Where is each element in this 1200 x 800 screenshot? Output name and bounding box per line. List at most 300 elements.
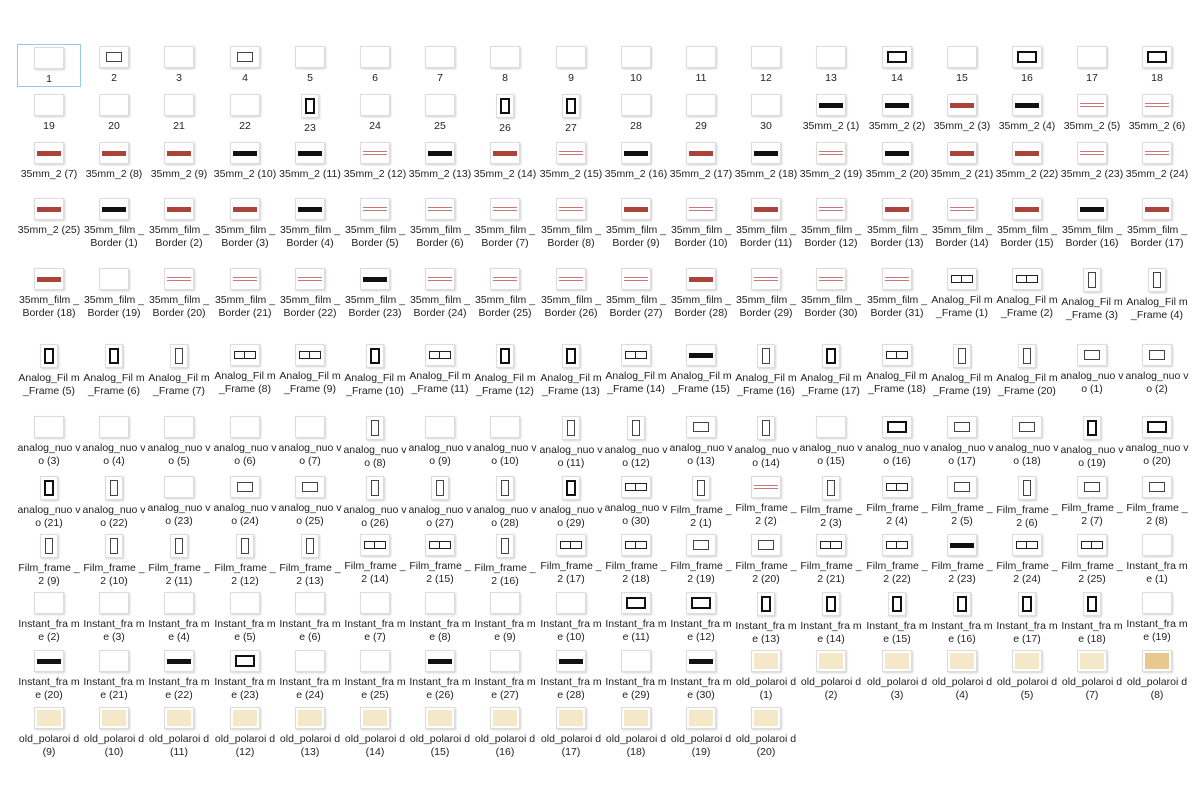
file-thumbnail[interactable] (686, 534, 716, 556)
file-item[interactable] (278, 705, 342, 759)
file-item[interactable] (1125, 196, 1189, 250)
file-item[interactable] (865, 44, 929, 85)
file-item[interactable] (82, 414, 146, 468)
file-item[interactable] (995, 342, 1059, 398)
file-item[interactable] (17, 648, 81, 702)
file-thumbnail[interactable] (230, 344, 260, 366)
file-thumbnail[interactable] (295, 344, 325, 366)
file-thumbnail[interactable] (99, 592, 129, 614)
file-item[interactable] (1125, 648, 1189, 702)
file-thumbnail[interactable] (947, 46, 977, 68)
file-thumbnail[interactable] (621, 592, 651, 614)
file-item[interactable] (1060, 92, 1124, 133)
file-item[interactable] (995, 44, 1059, 85)
file-item[interactable] (82, 140, 146, 181)
file-thumbnail[interactable] (496, 344, 514, 368)
file-item[interactable] (865, 342, 929, 396)
file-item[interactable] (1125, 414, 1189, 468)
file-item[interactable] (539, 92, 603, 135)
file-item[interactable] (147, 44, 211, 85)
file-thumbnail[interactable] (170, 534, 188, 558)
file-item[interactable] (147, 705, 211, 759)
file-item[interactable] (408, 92, 472, 133)
file-item[interactable] (734, 648, 798, 702)
file-item[interactable] (604, 474, 668, 528)
file-thumbnail[interactable] (686, 416, 716, 438)
file-item[interactable] (539, 705, 603, 759)
file-thumbnail[interactable] (34, 416, 64, 438)
file-item[interactable] (995, 414, 1059, 468)
file-item[interactable] (799, 44, 863, 85)
file-item[interactable] (473, 532, 537, 588)
file-item[interactable] (865, 92, 929, 133)
file-thumbnail[interactable] (686, 46, 716, 68)
file-thumbnail[interactable] (882, 46, 912, 68)
file-item[interactable] (734, 705, 798, 759)
file-thumbnail[interactable] (360, 268, 390, 290)
file-thumbnail[interactable] (882, 534, 912, 556)
file-thumbnail[interactable] (751, 198, 781, 220)
file-thumbnail[interactable] (230, 650, 260, 672)
file-item[interactable] (343, 474, 407, 530)
file-thumbnail[interactable] (1077, 142, 1107, 164)
file-thumbnail[interactable] (496, 94, 514, 118)
file-item[interactable] (865, 196, 929, 250)
file-item[interactable] (343, 532, 407, 586)
file-item[interactable] (343, 705, 407, 759)
file-item[interactable] (278, 342, 342, 396)
file-item[interactable] (213, 92, 277, 133)
file-thumbnail[interactable] (757, 416, 775, 440)
file-thumbnail[interactable] (1012, 94, 1042, 116)
file-item[interactable] (82, 532, 146, 588)
file-thumbnail[interactable] (947, 650, 977, 672)
file-thumbnail[interactable] (164, 198, 194, 220)
file-item[interactable] (734, 342, 798, 398)
file-item[interactable] (539, 474, 603, 530)
file-item[interactable] (1125, 342, 1189, 396)
file-item[interactable] (408, 44, 472, 85)
file-item[interactable] (278, 414, 342, 468)
file-item[interactable] (930, 266, 994, 320)
file-thumbnail[interactable] (295, 476, 325, 498)
file-thumbnail[interactable] (947, 94, 977, 116)
file-thumbnail[interactable] (686, 142, 716, 164)
file-thumbnail[interactable] (947, 268, 977, 290)
file-thumbnail[interactable] (99, 650, 129, 672)
file-item[interactable] (82, 342, 146, 398)
file-thumbnail[interactable] (816, 46, 846, 68)
file-thumbnail[interactable] (230, 592, 260, 614)
file-item[interactable] (604, 266, 668, 320)
file-thumbnail[interactable] (295, 268, 325, 290)
file-item[interactable] (17, 140, 81, 181)
file-thumbnail[interactable] (34, 94, 64, 116)
file-item[interactable] (213, 648, 277, 702)
file-item[interactable] (147, 196, 211, 250)
file-item[interactable] (930, 196, 994, 250)
file-thumbnail[interactable] (816, 534, 846, 556)
file-item[interactable] (473, 648, 537, 702)
file-thumbnail[interactable] (99, 198, 129, 220)
file-item[interactable] (17, 705, 81, 759)
file-thumbnail[interactable] (882, 268, 912, 290)
file-item[interactable] (995, 196, 1059, 250)
file-thumbnail[interactable] (230, 46, 260, 68)
file-item[interactable] (278, 532, 342, 588)
file-item[interactable] (213, 140, 277, 181)
file-item[interactable] (473, 92, 537, 135)
file-item[interactable] (213, 196, 277, 250)
file-thumbnail[interactable] (34, 707, 64, 729)
file-thumbnail[interactable] (425, 198, 455, 220)
file-thumbnail[interactable] (1148, 268, 1166, 292)
file-thumbnail[interactable] (40, 344, 58, 368)
file-thumbnail[interactable] (947, 476, 977, 498)
file-thumbnail[interactable] (1142, 198, 1172, 220)
file-thumbnail[interactable] (692, 476, 710, 500)
file-thumbnail[interactable] (295, 416, 325, 438)
file-thumbnail[interactable] (99, 707, 129, 729)
file-item[interactable] (473, 342, 537, 398)
file-item[interactable] (278, 266, 342, 320)
file-thumbnail[interactable] (34, 650, 64, 672)
file-thumbnail[interactable] (99, 142, 129, 164)
file-item[interactable] (995, 648, 1059, 702)
file-item[interactable] (408, 414, 472, 468)
file-thumbnail[interactable] (1142, 650, 1172, 672)
file-item[interactable] (734, 92, 798, 133)
file-item[interactable] (995, 474, 1059, 530)
file-thumbnail[interactable] (1142, 534, 1172, 556)
file-item[interactable] (669, 196, 733, 250)
file-thumbnail[interactable] (751, 476, 781, 498)
file-item[interactable] (1125, 532, 1189, 586)
file-thumbnail[interactable] (295, 46, 325, 68)
file-item[interactable] (147, 266, 211, 320)
file-item[interactable] (995, 140, 1059, 181)
file-thumbnail[interactable] (1142, 142, 1172, 164)
file-item[interactable] (604, 532, 668, 586)
file-item[interactable] (82, 92, 146, 133)
file-item[interactable] (213, 44, 277, 85)
file-item[interactable] (17, 474, 81, 530)
file-item[interactable] (669, 266, 733, 320)
file-thumbnail[interactable] (295, 707, 325, 729)
file-thumbnail[interactable] (164, 142, 194, 164)
file-item[interactable] (1060, 414, 1124, 470)
file-item[interactable] (147, 648, 211, 702)
file-item[interactable] (995, 532, 1059, 586)
file-item[interactable] (1060, 532, 1124, 586)
file-thumbnail[interactable] (953, 344, 971, 368)
file-item[interactable] (799, 414, 863, 468)
file-item[interactable] (213, 342, 277, 396)
file-thumbnail[interactable] (686, 344, 716, 366)
file-item[interactable] (930, 140, 994, 181)
file-thumbnail[interactable] (621, 46, 651, 68)
file-thumbnail[interactable] (556, 46, 586, 68)
file-item[interactable] (539, 44, 603, 85)
file-item[interactable] (1060, 196, 1124, 250)
file-thumbnail[interactable] (947, 198, 977, 220)
file-item[interactable] (343, 140, 407, 181)
file-item[interactable] (278, 590, 342, 644)
file-item[interactable] (213, 414, 277, 468)
file-thumbnail[interactable] (757, 592, 775, 616)
file-thumbnail[interactable] (295, 592, 325, 614)
file-thumbnail[interactable] (360, 142, 390, 164)
file-thumbnail[interactable] (621, 142, 651, 164)
file-item[interactable] (473, 705, 537, 759)
file-item[interactable] (734, 474, 798, 528)
file-item[interactable] (473, 474, 537, 530)
file-item[interactable] (1060, 140, 1124, 181)
file-item[interactable] (930, 92, 994, 133)
file-thumbnail[interactable] (686, 198, 716, 220)
file-thumbnail[interactable] (556, 707, 586, 729)
file-thumbnail[interactable] (686, 94, 716, 116)
file-thumbnail[interactable] (105, 476, 123, 500)
file-item[interactable] (343, 342, 407, 398)
file-item[interactable] (473, 590, 537, 644)
file-item[interactable] (1125, 92, 1189, 133)
file-thumbnail[interactable] (40, 534, 58, 558)
file-thumbnail[interactable] (99, 94, 129, 116)
file-item[interactable] (930, 532, 994, 586)
file-thumbnail[interactable] (105, 534, 123, 558)
file-thumbnail[interactable] (490, 416, 520, 438)
file-item[interactable] (1060, 590, 1124, 646)
file-item[interactable] (604, 196, 668, 250)
file-thumbnail[interactable] (425, 416, 455, 438)
file-thumbnail[interactable] (1018, 476, 1036, 500)
file-thumbnail[interactable] (816, 142, 846, 164)
file-thumbnail[interactable] (1142, 46, 1172, 68)
file-thumbnail[interactable] (953, 592, 971, 616)
file-thumbnail[interactable] (1077, 344, 1107, 366)
file-thumbnail[interactable] (1012, 46, 1042, 68)
file-item[interactable] (865, 414, 929, 468)
file-item[interactable] (669, 44, 733, 85)
file-thumbnail[interactable] (686, 650, 716, 672)
file-item[interactable] (669, 590, 733, 644)
file-thumbnail[interactable] (1142, 94, 1172, 116)
file-thumbnail[interactable] (230, 198, 260, 220)
file-item[interactable] (343, 648, 407, 702)
file-item[interactable] (408, 196, 472, 250)
file-item[interactable] (1060, 266, 1124, 322)
file-item[interactable] (669, 705, 733, 759)
file-thumbnail[interactable] (556, 592, 586, 614)
file-item[interactable] (604, 342, 668, 396)
file-thumbnail[interactable] (34, 142, 64, 164)
file-item[interactable] (1125, 266, 1189, 322)
file-item[interactable] (799, 266, 863, 320)
file-item[interactable] (213, 474, 277, 528)
file-thumbnail[interactable] (822, 592, 840, 616)
file-item[interactable] (147, 532, 211, 588)
file-item[interactable] (408, 140, 472, 181)
file-item[interactable] (1125, 140, 1189, 181)
file-thumbnail[interactable] (556, 142, 586, 164)
file-item[interactable] (604, 705, 668, 759)
file-item[interactable] (539, 140, 603, 181)
file-item[interactable] (865, 532, 929, 586)
file-item[interactable] (473, 140, 537, 181)
file-thumbnail[interactable] (621, 344, 651, 366)
file-item[interactable] (734, 414, 798, 470)
file-item[interactable] (930, 474, 994, 528)
file-item[interactable] (539, 532, 603, 586)
file-thumbnail[interactable] (230, 94, 260, 116)
file-item[interactable] (734, 140, 798, 181)
file-thumbnail[interactable] (882, 344, 912, 366)
file-thumbnail[interactable] (947, 142, 977, 164)
file-item[interactable] (408, 474, 472, 530)
file-thumbnail[interactable] (627, 416, 645, 440)
file-thumbnail[interactable] (425, 650, 455, 672)
file-thumbnail[interactable] (34, 268, 64, 290)
file-item[interactable] (1125, 474, 1189, 528)
file-thumbnail[interactable] (882, 198, 912, 220)
file-thumbnail[interactable] (1018, 592, 1036, 616)
file-item[interactable] (734, 196, 798, 250)
file-thumbnail[interactable] (686, 707, 716, 729)
file-item[interactable] (539, 648, 603, 702)
file-item[interactable] (995, 266, 1059, 320)
file-item[interactable] (930, 648, 994, 702)
file-thumbnail[interactable] (490, 142, 520, 164)
file-item[interactable] (147, 590, 211, 644)
file-thumbnail[interactable] (562, 94, 580, 118)
file-thumbnail[interactable] (882, 94, 912, 116)
file-thumbnail[interactable] (496, 476, 514, 500)
file-thumbnail[interactable] (360, 198, 390, 220)
file-thumbnail[interactable] (882, 650, 912, 672)
file-thumbnail[interactable] (425, 268, 455, 290)
file-thumbnail[interactable] (1012, 142, 1042, 164)
file-thumbnail[interactable] (556, 198, 586, 220)
file-item[interactable] (865, 648, 929, 702)
file-thumbnail[interactable] (360, 707, 390, 729)
file-item[interactable] (734, 266, 798, 320)
file-thumbnail[interactable] (230, 707, 260, 729)
file-item[interactable] (278, 44, 342, 85)
file-item[interactable] (669, 342, 733, 396)
file-item[interactable] (408, 266, 472, 320)
file-item[interactable] (604, 44, 668, 85)
file-item[interactable] (539, 342, 603, 398)
file-item[interactable] (343, 414, 407, 470)
file-item[interactable] (930, 590, 994, 646)
file-item[interactable] (604, 140, 668, 181)
file-item[interactable] (278, 474, 342, 528)
file-thumbnail[interactable] (751, 534, 781, 556)
file-thumbnail[interactable] (816, 94, 846, 116)
file-thumbnail[interactable] (556, 650, 586, 672)
file-thumbnail[interactable] (686, 268, 716, 290)
file-thumbnail[interactable] (621, 707, 651, 729)
file-thumbnail[interactable] (816, 268, 846, 290)
file-thumbnail[interactable] (751, 94, 781, 116)
file-thumbnail[interactable] (236, 534, 254, 558)
file-item[interactable] (604, 414, 668, 470)
file-thumbnail[interactable] (164, 416, 194, 438)
file-thumbnail[interactable] (164, 268, 194, 290)
file-thumbnail[interactable] (490, 707, 520, 729)
file-thumbnail[interactable] (99, 46, 129, 68)
file-item[interactable] (278, 648, 342, 702)
file-thumbnail[interactable] (888, 592, 906, 616)
file-item[interactable] (473, 196, 537, 250)
file-thumbnail[interactable] (751, 707, 781, 729)
file-thumbnail[interactable] (164, 476, 194, 498)
file-item[interactable] (865, 140, 929, 181)
file-thumbnail[interactable] (230, 142, 260, 164)
file-item[interactable] (17, 196, 81, 237)
file-item[interactable] (539, 266, 603, 320)
file-item[interactable] (408, 342, 472, 396)
file-item[interactable] (343, 590, 407, 644)
file-thumbnail[interactable] (34, 47, 64, 69)
file-thumbnail[interactable] (1142, 416, 1172, 438)
file-thumbnail[interactable] (1083, 268, 1101, 292)
file-item[interactable] (147, 92, 211, 133)
file-thumbnail[interactable] (230, 416, 260, 438)
file-item[interactable] (17, 266, 81, 320)
file-item[interactable] (473, 266, 537, 320)
file-thumbnail[interactable] (230, 476, 260, 498)
file-thumbnail[interactable] (301, 534, 319, 558)
file-item[interactable] (865, 266, 929, 320)
file-thumbnail[interactable] (822, 476, 840, 500)
file-thumbnail[interactable] (816, 198, 846, 220)
file-thumbnail[interactable] (757, 344, 775, 368)
file-item[interactable] (17, 44, 81, 87)
file-item[interactable] (213, 705, 277, 759)
file-thumbnail[interactable] (425, 94, 455, 116)
file-item[interactable] (147, 414, 211, 468)
file-thumbnail[interactable] (621, 534, 651, 556)
file-item[interactable] (604, 590, 668, 644)
file-item[interactable] (865, 474, 929, 528)
file-item[interactable] (1060, 648, 1124, 702)
file-item[interactable] (799, 590, 863, 646)
file-item[interactable] (17, 414, 81, 468)
file-item[interactable] (343, 266, 407, 320)
file-item[interactable] (799, 532, 863, 586)
file-thumbnail[interactable] (621, 94, 651, 116)
file-item[interactable] (669, 474, 733, 530)
file-thumbnail[interactable] (496, 534, 514, 558)
file-thumbnail[interactable] (164, 94, 194, 116)
file-thumbnail[interactable] (882, 476, 912, 498)
file-thumbnail[interactable] (295, 650, 325, 672)
file-item[interactable] (473, 44, 537, 85)
file-item[interactable] (799, 92, 863, 133)
file-thumbnail[interactable] (295, 198, 325, 220)
file-item[interactable] (82, 266, 146, 320)
file-item[interactable] (799, 342, 863, 398)
file-thumbnail[interactable] (621, 476, 651, 498)
file-thumbnail[interactable] (105, 344, 123, 368)
file-thumbnail[interactable] (882, 142, 912, 164)
file-thumbnail[interactable] (490, 268, 520, 290)
file-thumbnail[interactable] (230, 268, 260, 290)
file-item[interactable] (213, 266, 277, 320)
file-item[interactable] (213, 590, 277, 644)
